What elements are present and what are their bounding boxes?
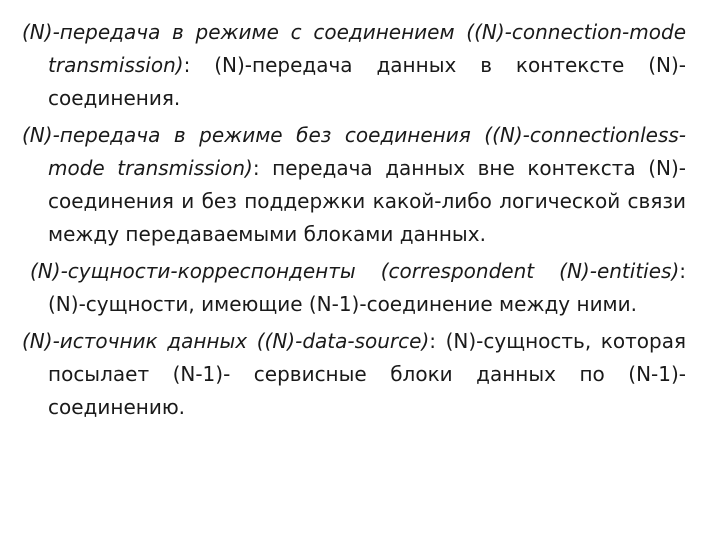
term-connection-mode: (N)-передача в режиме с соединением ((N)-connection-mode transmission) <box>22 20 686 77</box>
definition-correspondent-entities <box>22 255 686 321</box>
term-data-source: (N)-источник данных ((N)-data-source) <box>22 329 430 353</box>
term-connectionless-mode: (N)-передача в режиме без соединения ((N)-connectionless-mode transmission) <box>22 123 686 180</box>
term-correspondent-entities: (N)-сущности-корреспонденты (correspondent (N)-entities) <box>30 259 680 283</box>
definition-text-connectionless-mode: передача данных вне контекста (N)-соединения и без поддержки какой-либо логической связи между передаваемыми блоками данных. <box>48 156 686 246</box>
definition-connection-mode <box>22 16 686 115</box>
definition-connectionless-mode <box>22 119 686 251</box>
definition-text-correspondent-entities: (N)-сущности, имеющие (N-1)-соединение между ними. <box>48 292 638 316</box>
definition-colon: : <box>429 329 436 353</box>
definition-colon: : <box>183 53 191 77</box>
definition-colon: : <box>252 156 260 180</box>
definition-colon: : <box>679 259 686 283</box>
definition-data-source <box>22 325 686 424</box>
definition-text-data-source: (N)-сущность, которая посылает (N-1)- сервисные блоки данных по (N-1)-соединению. <box>48 329 686 419</box>
definition-text-connection-mode: (N)-передача данных в контексте (N)-соединения. <box>48 53 686 110</box>
